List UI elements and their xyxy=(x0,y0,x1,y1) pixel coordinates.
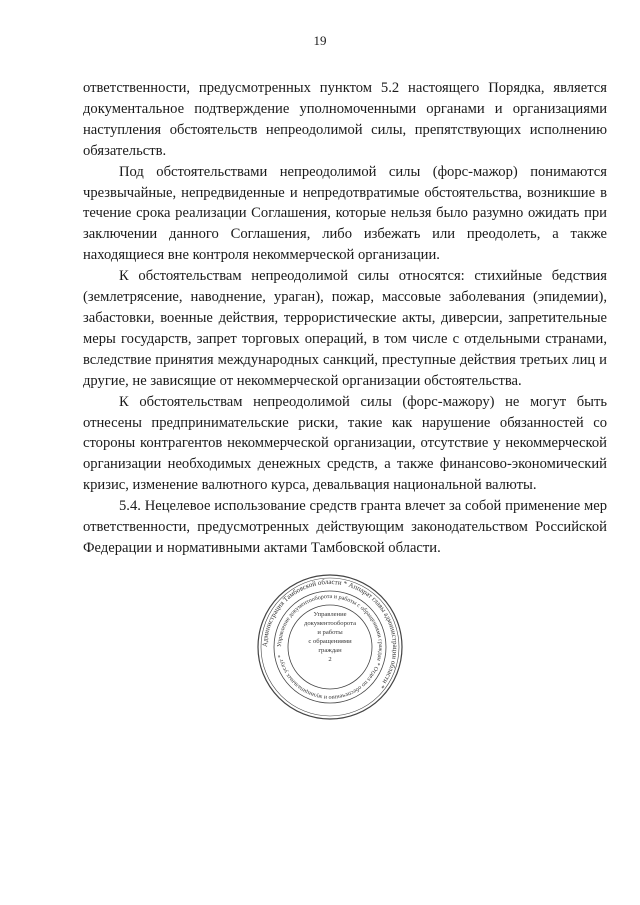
document-body xyxy=(83,78,607,559)
stamp-center-line: граждан xyxy=(318,647,342,654)
stamp-middle-text: Управление документооборота и работы с обращениями граждан * Отдел по обеспечению и муниципальных услуг * xyxy=(276,593,384,701)
stamp-center-line: документооборота xyxy=(303,620,357,627)
paragraph-4: К обстоятельствам непреодолимой силы (форс-мажору) не могут быть отнесены предпринимательские риски, такие как нарушение обязанностей со стороны контрагентов некоммерческой организации, отсутствие у некоммерческой организации необходимых денежных средств, а также финансово-экономический кризис, изменение валютного курса, девальвация национальной валюты. xyxy=(83,393,607,494)
stamp-center-line: Управление xyxy=(313,611,347,618)
page-number: 19 xyxy=(313,33,327,48)
paragraph-1: ответственности, предусмотренных пунктом 5.2 настоящего Порядка, является документальное подтверждение уполномоченными органами и организациями наступления обстоятельств непреодолимой силы, препятствующих исполнению обязательств. xyxy=(83,80,607,159)
stamp-center-line: с обращениями xyxy=(308,638,352,645)
paragraph-2: Под обстоятельствами непреодолимой силы (форс-мажор) понимаются чрезвычайные, непредвиденные и непредотвратимые обстоятельства, возникшие в течение срока реализации Соглашения, которые нельзя было разумно ожидать при заключении данного Соглашения, либо избежать или преодолеть, а также находящиеся вне контроля некоммерческой организации. xyxy=(83,163,607,264)
stamp-center xyxy=(296,610,364,664)
paragraph-5: 5.4. Нецелевое использование средств гранта влечет за собой применение мер ответственности, предусмотренных действующим законодательством Российской Федерации и нормативными актами Тамбовской области. xyxy=(83,498,607,556)
official-stamp xyxy=(256,573,404,721)
stamp-center-line: 2 xyxy=(328,656,332,663)
stamp-center-line: и работы xyxy=(317,629,343,636)
stamp-outer-text: Администрация Тамбовской области * Аппарат главы администрации области * xyxy=(260,577,400,690)
paragraph-3: К обстоятельствам непреодолимой силы относятся: стихийные бедствия (землетрясение, наводнение, ураган), пожар, массовые заболевания (эпидемии), забастовки, военные действия, террористические акты, диверсии, запретительные меры государств, запрет торговых операций, в том числе с отдельными странами, вследствие принятия международных санкций, преступные действия третьих лиц и другие, не зависящие от некоммерческой организации обстоятельства. xyxy=(83,268,607,389)
